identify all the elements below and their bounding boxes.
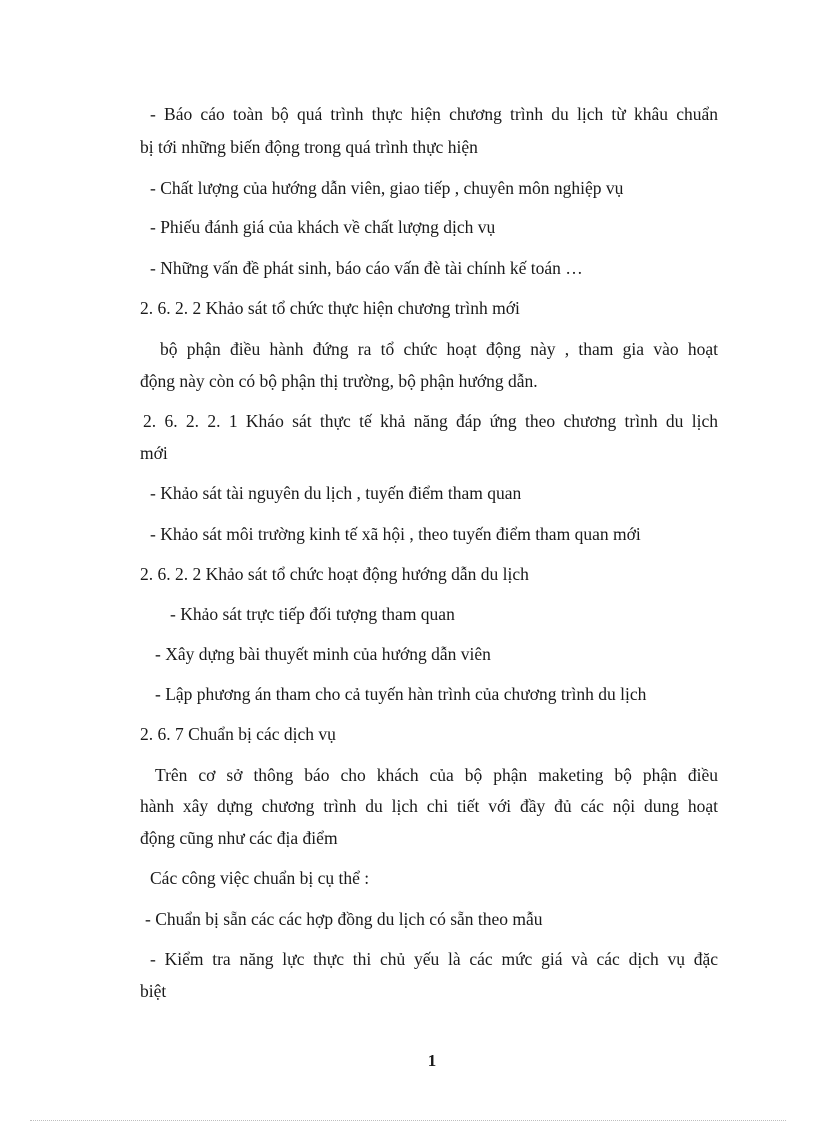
text-line: biệt [140,981,167,1001]
text-line: - Khảo sát trực tiếp đối tượng tham quan [170,604,455,624]
section-heading: 2. 6. 2. 2 Khảo sát tổ chức thực hiện chương trình mới [140,298,520,318]
section-heading: 2. 6. 2. 2. 1 Kháo sát thực tế khả năng đáp ứng theo chương trình du lịch [143,411,718,431]
text-line: động này còn có bộ phận thị trường, bộ phận hướng dẫn. [140,371,538,391]
text-line: bị tới những biến động trong quá trình thực hiện [140,137,478,157]
text-line: hành xây dựng chương trình du lịch chi tiết với đầy đủ các nội dung hoạt [140,796,718,816]
text-line: - Những vấn đề phát sinh, báo cáo vấn đè tài chính kế toán … [150,258,583,278]
text-line: - Chuẩn bị sẵn các các hợp đồng du lịch có sẵn theo mẫu [145,909,543,929]
text-line: bộ phận điều hành đứng ra tổ chức hoạt động này , tham gia vào hoạt [160,339,718,359]
text-line: - Chất lượng của hướng dẫn viên, giao tiếp , chuyên môn nghiệp vụ [150,178,624,198]
text-line: mới [140,443,168,463]
text-line: - Kiểm tra năng lực thực thi chủ yếu là các mức giá và các dịch vụ đặc [150,949,718,969]
page-number: 1 [427,1051,437,1070]
text-line: Các công việc chuẩn bị cụ thể : [150,868,370,888]
text-line: - Phiếu đánh giá của khách về chất lượng dịch vụ [150,217,496,237]
text-line: động cũng như các địa điểm [140,828,338,848]
text-line: - Khảo sát môi trường kinh tế xã hội , theo tuyến điểm tham quan mới [150,524,641,544]
section-heading: 2. 6. 2. 2 Khảo sát tổ chức hoạt động hướng dẫn du lịch [140,564,529,584]
text-line: Trên cơ sở thông báo cho khách của bộ phận maketing bộ phận điều [155,765,718,785]
text-line: - Báo cáo toàn bộ quá trình thực hiện chương trình du lịch từ khâu chuẩn [150,104,718,124]
text-line: - Xây dựng bài thuyết minh của hướng dẫn viên [155,644,491,664]
text-line: - Lập phương án tham cho cả tuyến hàn trình của chương trình du lịch [155,684,647,704]
footer-divider [30,1120,786,1121]
section-heading: 2. 6. 7 Chuẩn bị các dịch vụ [140,724,336,744]
text-line: - Khảo sát tài nguyên du lịch , tuyến điểm tham quan [150,483,522,503]
